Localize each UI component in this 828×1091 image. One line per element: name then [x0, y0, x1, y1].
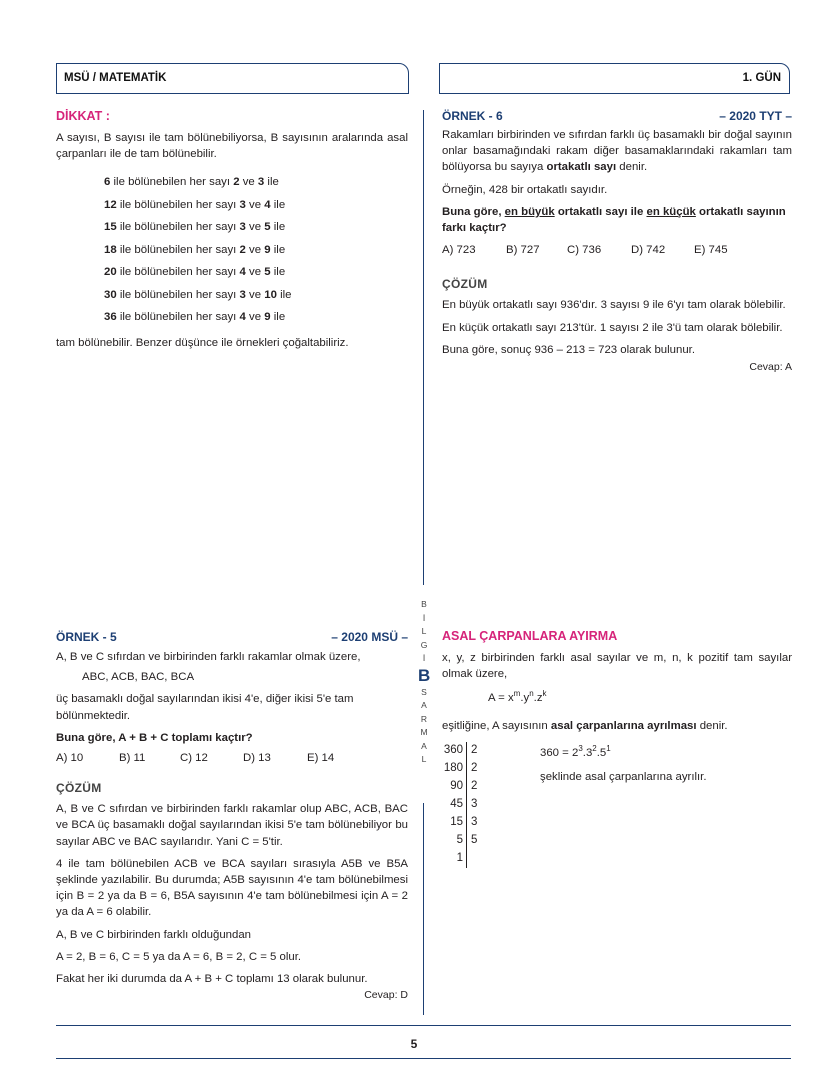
- ornek5-line1: A, B ve C sıfırdan ve birbirinden farklı rakamlar olmak üzere,: [56, 651, 361, 664]
- ornek6-options: [442, 242, 792, 258]
- ornek6-q-u2: en küçük: [646, 205, 696, 218]
- dikkat-item-n: 30: [104, 288, 117, 301]
- factorization-number: 180: [442, 760, 467, 778]
- ornek6-header: [442, 108, 792, 125]
- factorization-divisor: 3: [471, 798, 478, 810]
- ornek5-cozum-4: A = 2, B = 6, C = 5 ya da A = 6, B = 2, C = 5 olur.: [56, 950, 302, 963]
- ornek6-text: [442, 127, 792, 176]
- dikkat-title: DİKKAT :: [56, 109, 110, 123]
- formula-z: .z: [533, 692, 543, 705]
- ornek6-cozum-2: En küçük ortakatlı sayı 213'tür. 1 sayısı 2 ile 3'ü tam olarak bölebilir.: [442, 321, 783, 334]
- factorization-divisor: 3: [471, 816, 478, 828]
- factorization-row: [442, 814, 491, 832]
- asal-intro: x, y, z birbirinden farklı asal sayılar ve m, n, k pozitif tam sayılar olmak üzere,: [442, 651, 792, 680]
- header-left-box: [56, 63, 409, 94]
- ornek5-option-d: D) 13: [243, 751, 271, 764]
- dikkat-item-n: 12: [104, 198, 117, 211]
- header-right-box: [439, 63, 790, 94]
- result-lhs: 360 = 2: [540, 747, 579, 759]
- dikkat-list-item: [104, 242, 408, 258]
- dikkat-item-mid: ile bölünebilen her sayı: [110, 176, 234, 189]
- dikkat-item-mid: ile bölünebilen her sayı: [116, 288, 240, 301]
- dikkat-list-item: [104, 309, 408, 325]
- factorization-number: 5: [442, 832, 467, 850]
- dikkat-item-end: ile: [270, 243, 286, 256]
- result-formula: [540, 745, 790, 761]
- factorization-divisor: 2: [471, 744, 478, 756]
- asal-section: [442, 628, 792, 741]
- dikkat-item-mid: ile bölünebilen her sayı: [116, 311, 240, 324]
- ornek5-cozum-5: Fakat her iki durumda da A + B + C toplamı 13 olarak bulunur.: [56, 972, 368, 985]
- dikkat-item-ve: ve: [245, 311, 265, 324]
- page-number: 5: [410, 1037, 418, 1051]
- dikkat-item-a: 4: [239, 311, 246, 324]
- dikkat-item-a: 2: [233, 176, 240, 189]
- dikkat-list-item: [104, 264, 408, 280]
- ornek5-cozum-3: A, B ve C birbirinden farklı olduğundan: [56, 928, 252, 941]
- dikkat-item-a: 3: [239, 198, 246, 211]
- factorization-result: [540, 745, 790, 791]
- dikkat-item-a: 2: [239, 243, 246, 256]
- factorization-row: [442, 760, 491, 778]
- ornek5-numbers: ABC, ACB, BAC, BCA: [82, 671, 195, 684]
- footer-line-bottom: [56, 1058, 791, 1059]
- asal-definition: [442, 718, 792, 734]
- factorization-divisor: [467, 850, 491, 868]
- spine-letter: M: [420, 727, 428, 737]
- dikkat-item-ve: ve: [245, 221, 265, 234]
- dikkat-item-a: 4: [239, 266, 246, 279]
- factorization-table: [442, 742, 491, 868]
- spine-letter: R: [420, 713, 428, 724]
- ornek5-cozum-title: ÇÖZÜM: [56, 781, 102, 796]
- ornek5-option-a: A) 10: [56, 751, 84, 764]
- dikkat-item-mid: ile bölünebilen her sayı: [116, 221, 240, 234]
- dikkat-item-n: 20: [104, 266, 117, 279]
- dikkat-item-end: ile: [270, 311, 286, 324]
- dikkat-list-item: [104, 197, 408, 213]
- dikkat-item-b: 9: [264, 243, 271, 256]
- header-right-title: 1. GÜN: [742, 72, 781, 85]
- factorization-row: [442, 778, 491, 796]
- result-text: şeklinde asal çarpanlarına ayrılır.: [540, 771, 707, 784]
- ornek5-cevap: Cevap: D: [364, 989, 408, 1002]
- ornek6-example: Örneğin, 428 bir ortakatlı sayıdır.: [442, 183, 608, 196]
- dikkat-item-ve: ve: [245, 288, 265, 301]
- dikkat-item-end: ile: [270, 221, 286, 234]
- ornek6-option-e: E) 745: [694, 244, 728, 257]
- ornek6-text-b: denir.: [616, 161, 648, 174]
- header-left-title: MSÜ / MATEMATİK: [64, 72, 167, 85]
- factorization-number: 90: [442, 778, 467, 796]
- spine-letters-top: [418, 598, 430, 666]
- dikkat-item-b: 4: [264, 198, 271, 211]
- factorization-divisor: 5: [471, 834, 478, 846]
- ornek5-line2: üç basamaklı doğal sayılarından ikisi 4'e, diğer ikisi 5'e tam bölünmektedir.: [56, 693, 354, 722]
- ornek6-q-c: ortakatlı sayının farkı kaçtır?: [442, 205, 786, 234]
- dikkat-item-mid: ile bölünebilen her sayı: [116, 266, 240, 279]
- dikkat-item-b: 9: [264, 311, 271, 324]
- dikkat-item-b: 5: [264, 266, 271, 279]
- dikkat-item-ve: ve: [245, 198, 265, 211]
- result-exp-2: 2: [592, 744, 597, 754]
- asal-def-bold: asal çarpanlarına ayrılması: [550, 720, 697, 733]
- ornek6-cozum-title: ÇÖZÜM: [442, 277, 488, 292]
- dikkat-item-a: 3: [239, 221, 246, 234]
- dikkat-item-n: 6: [104, 176, 111, 189]
- ornek6-q-u1: en büyük: [504, 205, 555, 218]
- spine-letter: A: [421, 740, 427, 751]
- spine-letter: L: [421, 754, 427, 764]
- formula-exp-n: n: [529, 689, 534, 699]
- spine-letter: L: [421, 626, 427, 636]
- ornek6-option-d: D) 742: [631, 244, 666, 257]
- ornek6-text-a: Rakamları birbirinden ve sıfırdan farklı üç basamaklı bir doğal sayının onlar basamağındaki rakam diğer basamaklarındaki rakamları tam bölüyorsa bu sayıya: [442, 129, 792, 174]
- ornek6-q-a: Buna göre,: [442, 205, 505, 218]
- spine-letter: İ: [422, 653, 426, 663]
- ornek5-question: Buna göre, A + B + C toplamı kaçtır?: [56, 731, 253, 744]
- dikkat-item-mid: ile bölünebilen her sayı: [116, 243, 240, 256]
- result-base-2: .3: [582, 747, 593, 759]
- spine-letter: G: [420, 639, 428, 650]
- dikkat-list-item: [104, 287, 408, 303]
- dikkat-intro: A sayısı, B sayısı ile tam bölünebiliyorsa, B sayısının aralarında asal çarpanları ile de tam bölünebilir.: [56, 131, 408, 160]
- ornek5-cozum-2: 4 ile tam bölünebilen ACB ve BCA sayıları sırasıyla A5B ve B5A şeklinde yazılabilir. Bu durumda; A5B sayısının 4'e tam bölünebilmesi için B = 2 ya da B = 6, B5A sayısının 4'e tam bölünebilmesi için A = 2 ya da A = 6 olabilir.: [56, 857, 408, 919]
- column-divider-top: [423, 110, 424, 585]
- dikkat-item-b: 10: [264, 288, 277, 301]
- factorization-number: 360: [442, 742, 467, 760]
- publisher-logo-icon: B: [418, 665, 431, 685]
- dikkat-list-item: [104, 174, 408, 190]
- ornek5-title: ÖRNEK - 5: [56, 630, 117, 644]
- ornek6-option-c: C) 736: [567, 244, 602, 257]
- formula-y: .y: [520, 692, 530, 705]
- dikkat-item-end: ile: [270, 266, 286, 279]
- dikkat-item-ve: ve: [239, 176, 258, 189]
- asal-title: ASAL ÇARPANLARA AYIRMA: [442, 629, 618, 643]
- ornek5-option-e: E) 14: [307, 751, 335, 764]
- factorization-number: 45: [442, 796, 467, 814]
- ornek6-tag: – 2020 TYT –: [719, 109, 792, 123]
- factorization-number: 1: [442, 850, 467, 868]
- dikkat-item-end: ile: [270, 198, 286, 211]
- dikkat-item-n: 15: [104, 221, 117, 234]
- ornek6-text-bold: ortakatlı sayı: [546, 161, 617, 174]
- asal-def-a: eşitliğine, A sayısının: [442, 720, 551, 733]
- factorization-divisor: 2: [471, 762, 478, 774]
- ornek6-question: [442, 204, 792, 236]
- formula-lhs: A = x: [488, 692, 514, 705]
- spine-letter: B: [421, 599, 427, 609]
- publisher-spine: [418, 598, 430, 767]
- factorization-row: [442, 832, 491, 850]
- spine-letter: S: [421, 686, 427, 697]
- column-divider-bottom: [423, 803, 424, 1015]
- ornek5-header: [56, 629, 408, 646]
- ornek6-title: ÖRNEK - 6: [442, 109, 503, 123]
- asal-formula: [488, 690, 792, 706]
- spine-letters-bottom: [418, 686, 430, 767]
- dikkat-outro: tam bölünebilir. Benzer düşünce ile örnekleri çoğaltabiliriz.: [56, 337, 349, 350]
- dikkat-item-a: 3: [239, 288, 246, 301]
- result-base-3: .5: [596, 747, 607, 759]
- factorization-divisor: 2: [471, 780, 478, 792]
- ornek5-option-c: C) 12: [180, 751, 208, 764]
- ornek6-section: [442, 108, 792, 375]
- ornek6-option-b: B) 727: [506, 244, 540, 257]
- factorization-row: [442, 796, 491, 814]
- factorization-row: [442, 742, 491, 760]
- asal-def-b: denir.: [696, 720, 728, 733]
- dikkat-item-ve: ve: [245, 243, 265, 256]
- dikkat-item-n: 18: [104, 243, 117, 256]
- ornek5-section: [56, 629, 408, 1003]
- result-exp-3: 1: [606, 744, 611, 754]
- ornek6-cozum-1: En büyük ortakatlı sayı 936'dır. 3 sayısı 9 ile 6'yı tam olarak bölebilir.: [442, 299, 786, 312]
- dikkat-item-end: ile: [264, 176, 279, 189]
- dikkat-list-item: [104, 219, 408, 235]
- factorization-row: [442, 850, 491, 868]
- formula-exp-m: m: [513, 689, 521, 699]
- dikkat-item-end: ile: [276, 288, 292, 301]
- ornek6-cozum-3: Buna göre, sonuç 936 – 213 = 723 olarak bulunur.: [442, 343, 696, 356]
- dikkat-item-n: 36: [104, 311, 117, 324]
- ornek6-cevap: Cevap: A: [749, 360, 792, 373]
- footer-line-top: [56, 1025, 791, 1026]
- dikkat-item-b: 3: [257, 176, 265, 189]
- spine-letter: İ: [422, 612, 426, 623]
- formula-exp-k: k: [542, 689, 547, 699]
- dikkat-item-ve: ve: [245, 266, 265, 279]
- result-exp-1: 3: [578, 744, 583, 754]
- dikkat-item-mid: ile bölünebilen her sayı: [116, 198, 240, 211]
- ornek5-option-b: B) 11: [119, 751, 146, 764]
- factorization-number: 15: [442, 814, 467, 832]
- spine-letter: A: [421, 700, 427, 710]
- ornek6-option-a: A) 723: [442, 244, 476, 257]
- dikkat-item-b: 5: [264, 221, 271, 234]
- ornek6-q-b: ortakatlı sayı ile: [554, 205, 647, 218]
- ornek5-tag: – 2020 MSÜ –: [331, 630, 408, 644]
- dikkat-list: [56, 174, 408, 325]
- ornek5-options: [56, 750, 408, 766]
- dikkat-section: [56, 108, 408, 357]
- ornek5-cozum-1: A, B ve C sıfırdan ve birbirinden farklı rakamlar olup ABC, ACB, BAC ve BCA üç basamaklı doğal sayılarından ikisi 5'e tam bölünebiliyor bu sayılar ABC ve BAC sayılarıdır. Yani C = 5'tir.: [56, 803, 408, 848]
